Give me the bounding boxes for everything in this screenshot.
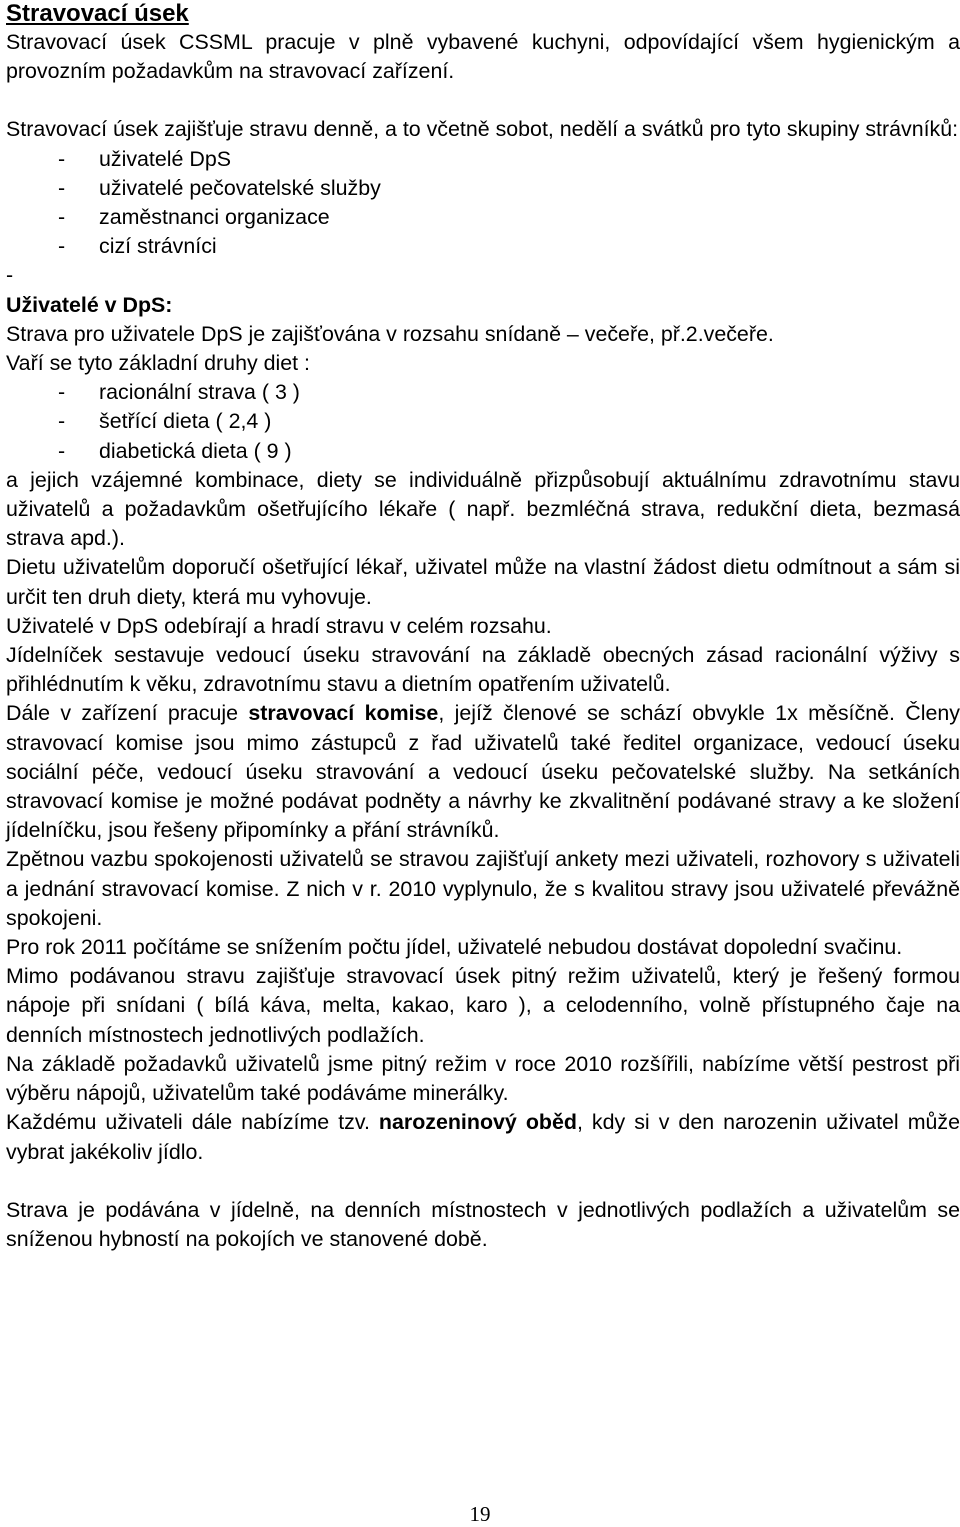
diets-intro: Vaří se tyto základní druhy diet : xyxy=(6,351,310,376)
document-page xyxy=(6,0,960,1254)
full-range-paragraph: Uživatelé v DpS odebírají a hradí stravu v celém rozsahu. xyxy=(6,613,552,638)
served-paragraph: Strava je podávána v jídelně, na denních místnostech v jednotlivých podlažích a uživatelům se sníženou hybností na pokojích ve stanovené době. xyxy=(6,1197,960,1251)
users-heading: Uživatelé v DpS: xyxy=(6,292,173,317)
list-item: - cizí strávníci xyxy=(6,232,960,261)
list-item: - diabetická dieta ( 9 ) xyxy=(6,437,960,466)
users-line: Strava pro uživatele DpS je zajišťována v rozsahu snídaně – večeře, př.2.večeře. xyxy=(6,321,774,346)
groups-list xyxy=(6,145,960,262)
doctor-paragraph: Dietu uživatelům doporučí ošetřující lékař, uživatel může na vlastní žádost dietu odmítnout a sám si určit ten druh diety, která mu vyhovuje. xyxy=(6,555,960,609)
list-item: - zaměstnanci organizace xyxy=(6,203,960,232)
paragraph-gap xyxy=(6,86,960,115)
feedback-paragraph: Zpětnou vazbu spokojenosti uživatelů se stravou zajišťují ankety mezi uživateli, rozhovory s uživateli a jednání stravovací komise. Z nich v r. 2010 vyplynulo, že s kvalitou stravy jsou uživatelé převážně spokojeni. xyxy=(6,847,960,930)
paragraph-gap xyxy=(6,1167,960,1196)
empty-list-item: - xyxy=(6,263,14,288)
list-item: - uživatelé DpS xyxy=(6,145,960,174)
page-number: 19 xyxy=(469,1502,491,1526)
birthday-lunch-term: narozeninový oběd xyxy=(378,1110,577,1135)
year-2010-paragraph: Na základě požadavků uživatelů jsme pitný režim v roce 2010 rozšířili, nabízíme větší pestrost při výběru nápojů, uživatelům také podáváme minerálky. xyxy=(6,1051,960,1106)
groups-intro: Stravovací úsek zajišťuje stravu denně, a to včetně sobot, nedělí a svátků pro tyto skupiny strávníků: xyxy=(6,117,959,142)
commission-term: stravovací komise xyxy=(248,701,439,726)
year-2011-paragraph: Pro rok 2011 počítáme se snížením počtu jídel, uživatelé nebudou dostávat dopolední svačinu. xyxy=(6,935,903,960)
diets-list xyxy=(6,378,960,466)
list-item: - šetřící dieta ( 2,4 ) xyxy=(6,407,960,436)
menu-paragraph: Jídelníček sestavuje vedoucí úseku stravování na základě obecných zásad racionální výživy s přihlédnutím k věku, zdravotnímu stavu a dietním opatřením uživatelů. xyxy=(6,643,960,697)
birthday-paragraph: Každému uživateli dále nabízíme tzv. narozeninový oběd, kdy si v den narozenin uživatel může vybrat jakékoliv jídlo. xyxy=(6,1110,960,1164)
list-item: - racionální strava ( 3 ) xyxy=(6,378,960,407)
section-title: Stravovací úsek xyxy=(6,0,189,27)
intro-paragraph: Stravovací úsek CSSML pracuje v plně vybavené kuchyni, odpovídající všem hygienickým a provozním požadavkům na stravovací zařízení. xyxy=(6,30,960,84)
commission-paragraph: Dále v zařízení pracuje stravovací komise, jejíž členové se schází obvykle 1x měsíčně. Členy stravovací komise jsou mimo zástupců z řad uživatelů také ředitel organizace, vedoucí úseku sociální péče, vedoucí úseku stravování a vedoucí úseku pečovatelské služby. Na setkáních stravovací komise je možné podávat podněty a návrhy ke zkvalitnění podávané stravy a ke složení jídelníčku, jsou řešeny připomínky a přání strávníků. xyxy=(6,701,960,843)
list-item: - uživatelé pečovatelské služby xyxy=(6,174,960,203)
combinations-paragraph: a jejich vzájemné kombinace, diety se individuálně přizpůsobují aktuálnímu zdravotnímu stavu uživatelů a požadavkům ošetřujícího lékaře ( např. bezmléčná strava, redukční dieta, bezmasá strava apd.). xyxy=(6,467,960,551)
drinks-paragraph: Mimo podávanou stravu zajišťuje stravovací úsek pitný režim uživatelů, který je řešený formou nápoje při snídani ( bílá káva, melta, kakao, karo ), a celodenního, volně přístupného čaje na denních místnostech jednotlivých podlažích. xyxy=(6,964,960,1047)
